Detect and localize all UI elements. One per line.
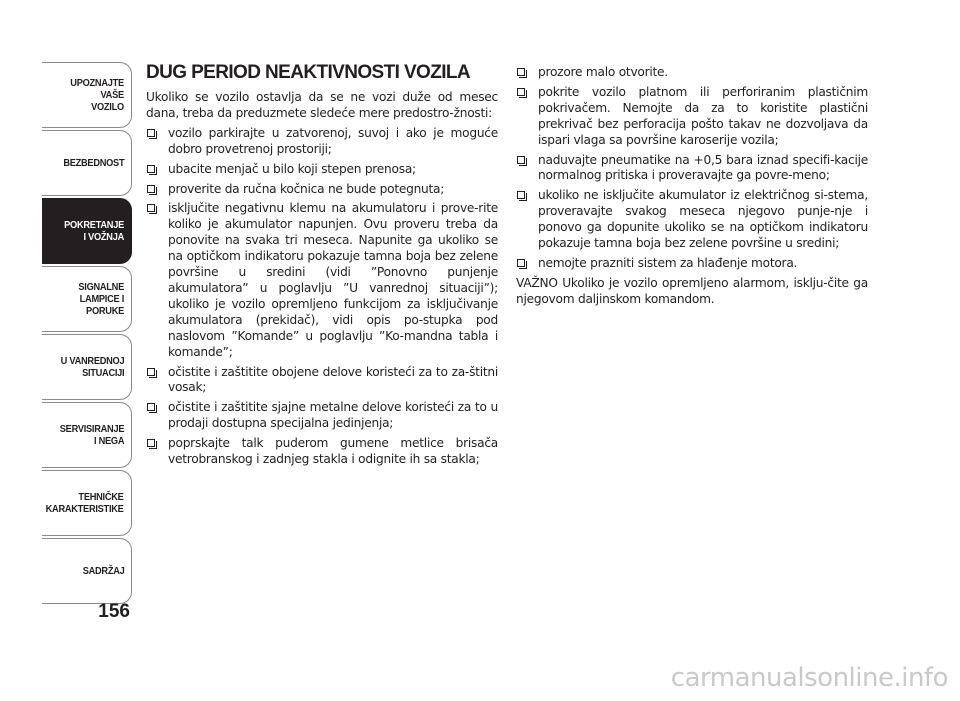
checkbox-bullet-icon [147, 368, 155, 376]
chapter-tabs [42, 62, 132, 606]
list-item [516, 85, 868, 149]
tab-label: POKRETANJE I VOŽNJA [64, 219, 124, 243]
checkbox-bullet-icon [147, 204, 155, 212]
list-item-text: prozore malo otvorite. [538, 65, 668, 79]
right-column [516, 65, 868, 312]
list-item-text: ubacite menjač u bilo koji stepen prenosa; [168, 161, 416, 176]
list-item-text: poprskajte talk puderom gumene metlice brisača vetrobranskog i zadnjeg stakla i odignite ih sa stakla; [168, 436, 498, 467]
checkbox-bullet-icon [147, 165, 155, 173]
checkbox-bullet-icon [147, 403, 155, 411]
section-title: DUG PERIOD NEAKTIVNOSTI VOZILA [146, 62, 471, 83]
list-item [146, 182, 498, 198]
list-item [516, 65, 868, 81]
checkbox-bullet-icon [517, 68, 525, 76]
checkbox-bullet-icon [517, 259, 525, 267]
checkbox-bullet-icon [147, 185, 155, 193]
list-item-text: očistite i zaštitite obojene delove koristeći za to za-štitni vosak; [168, 364, 498, 395]
list-item-text: očistite i zaštitite sjajne metalne delove koristeći za to u prodaji dostupna specijalna jedinjenja; [168, 400, 498, 431]
tab-sadrzaj[interactable] [42, 538, 132, 604]
list-item-text: isključite negativnu klemu na akumulatoru i prove-rite koliko je akumulator napunjen. Ovu proveru treba da ponovite na svaka tri meseca. Napunite ga ukoliko se na optičkom indikatoru pokazuje tamna boja bez zelene površine u sredini (vidi ”Ponovno punjenje akumulatora” u poglavlju ”U vanrednoj situaciji”); ukoliko je vozilo opremljeno funkcijom za isključivanje akumulatora (prekidač), vidi opis po-stupka pod naslovom ”Komande” u poglavlju ”Ko-mandna tabla i komande”; [168, 201, 498, 359]
watermark: carmanualsonline.info [670, 663, 948, 693]
tab-servisiranje-i-nega[interactable] [42, 402, 132, 468]
tab-label: SERVISIRANJE I NEGA [59, 423, 124, 447]
right-bullet-list [516, 65, 868, 272]
tab-label: BEZBEDNOST [62, 157, 124, 169]
tab-pokretanje-i-voznja[interactable] [42, 198, 132, 264]
list-item-text: nemojte prazniti sistem za hlađenje motora. [538, 255, 798, 270]
list-item-text: vozilo parkirajte u zatvorenoj, suvoj i ako je moguće dobro provetrenoj prostoriji; [168, 125, 498, 156]
checkbox-bullet-icon [517, 156, 525, 164]
left-column [146, 62, 498, 472]
list-item [146, 436, 498, 468]
checkbox-bullet-icon [147, 129, 155, 137]
tab-label: SIGNALNE LAMPICE I PORUKE [78, 281, 124, 317]
tab-u-vanrednoj-situaciji[interactable] [42, 334, 132, 400]
list-item [146, 365, 498, 397]
checkbox-bullet-icon [517, 191, 525, 199]
list-item [146, 201, 498, 360]
list-item [146, 400, 498, 432]
left-bullet-list [146, 126, 498, 468]
list-item [146, 126, 498, 158]
list-item [516, 188, 868, 252]
list-item-text: pokrite vozilo platnom ili perforiranim plastičnim pokrivačem. Nemojte da za to koristite plastični prekrivač bez perforacija pošto takav ne dozvoljava da ispari vlaga sa površine karoserije vozila; [538, 84, 868, 147]
list-item [516, 256, 868, 272]
list-item-text: naduvajte pneumatike na +0,5 bara iznad specifi-kacije normalnog pritiska i proveravajte ga povre-meno; [538, 152, 868, 183]
tab-label: UPOZNAJTE VAŠE VOZILO [70, 77, 124, 113]
list-item-text: ukoliko ne isključite akumulator iz električnog si-stema, proveravajte svakog meseca njegovo punje-nje i ponovo ga dopunite ukoliko se na optičkom indikatoru pokazuje tamna boja bez zelene površine u sredini; [538, 188, 868, 251]
tab-tehnicke-karakteristike[interactable] [42, 470, 132, 536]
important-note: VAŽNO Ukoliko je vozilo opremljeno alarmom, isklju-čite ga njegovom daljinskom komandom. [516, 275, 868, 306]
tab-bezbednost[interactable] [42, 130, 132, 196]
tab-label: TEHNIČKE KARAKTERISTIKE [46, 491, 124, 515]
list-item [146, 162, 498, 178]
list-item [516, 153, 868, 185]
page-number: 156 [98, 601, 130, 622]
intro-paragraph: Ukoliko se vozilo ostavlja da se ne vozi duže od mesec dana, treba da preduzmete sledeće mere predostro-žnosti: [146, 90, 498, 120]
checkbox-bullet-icon [147, 439, 155, 447]
list-item-text: proverite da ručna kočnica ne bude potegnuta; [168, 181, 445, 196]
tab-label: SADRŽAJ [82, 565, 124, 577]
tab-upoznajte-vase-vozilo[interactable] [42, 62, 132, 128]
tab-signalne-lampice[interactable] [42, 266, 132, 332]
tab-label: U VANREDNOJ SITUACIJI [60, 355, 124, 379]
checkbox-bullet-icon [517, 88, 525, 96]
